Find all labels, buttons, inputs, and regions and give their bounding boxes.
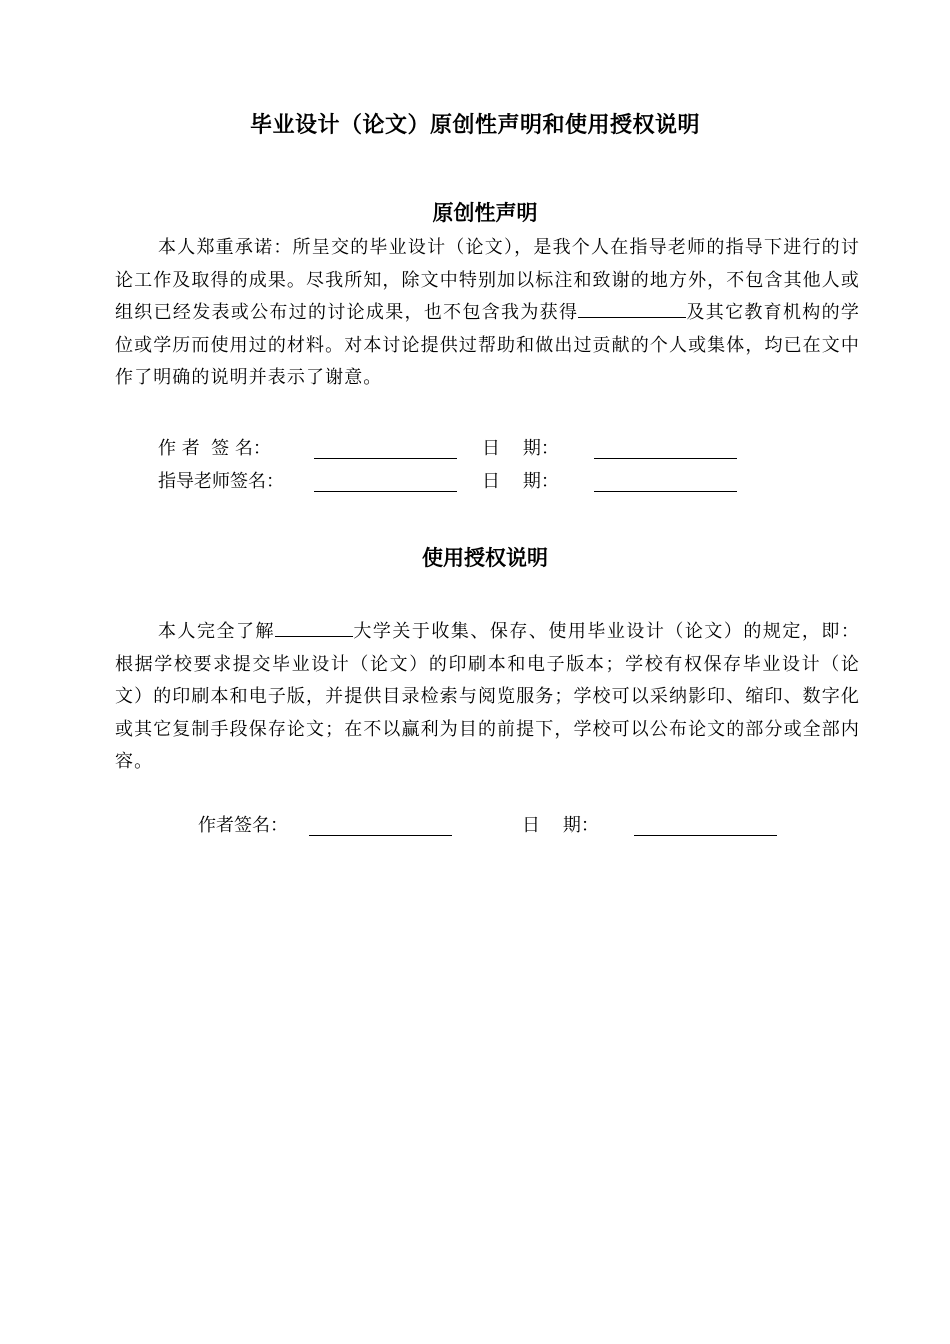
advisor-date-label: 日 期： [482, 471, 559, 492]
advisor-signature-label: 指导老师签名： [158, 471, 284, 492]
author-signature-line [314, 458, 457, 459]
institution-blank [578, 299, 686, 318]
advisor-signature-row [0, 467, 950, 499]
authorization-date-line [634, 835, 777, 836]
advisor-date-line [594, 491, 737, 492]
advisor-signature-line [314, 491, 457, 492]
originality-text-1: 本人郑重承诺：所呈交的毕业设计（论文），是我个人在指导老师的指导下进行的讨论工作及取得的成果。尽我所知，除文中特别加以标注和致谢的地方外，不包含其他人或组织已经发表或公布过的讨论成果，也不包含我为获得 [115, 237, 860, 323]
originality-text-2: 及其它教育机构的学位或学历而使用过的材料。对本讨论提供过帮助和做出过贡献的个人或集体，均已在文中作了明确的说明并表示了谢意。 [115, 302, 860, 388]
authorization-signature-row [0, 811, 950, 843]
document-title: 毕业设计（论文）原创性声明和使用授权说明 [249, 113, 700, 138]
author-signature-row [0, 434, 950, 466]
originality-heading: 原创性声明 [432, 201, 538, 225]
university-blank [275, 618, 353, 637]
author-signature-label: 作 者 签 名： [158, 438, 271, 459]
originality-paragraph [115, 232, 860, 395]
authorization-text-2: 大学关于收集、保存、使用毕业设计（论文）的规定，即：根据学校要求提交毕业设计（论文）的印刷本和电子版本；学校有权保存毕业设计（论文）的印刷本和电子版，并提供目录检索与阅览服务；学校可以采纳影印、缩印、数字化或其它复制手段保存论文；在不以赢利为目的前提下，学校可以公布论文的部分或全部内容。 [115, 621, 860, 772]
authorization-author-line [309, 835, 452, 836]
authorization-author-label: 作者签名： [198, 815, 288, 836]
authorization-heading: 使用授权说明 [422, 546, 548, 570]
author-date-line [594, 458, 737, 459]
authorization-paragraph [115, 616, 860, 779]
author-date-label: 日 期： [482, 438, 559, 459]
authorization-text-1: 本人完全了解 [158, 621, 275, 642]
authorization-date-label: 日 期： [522, 815, 599, 836]
